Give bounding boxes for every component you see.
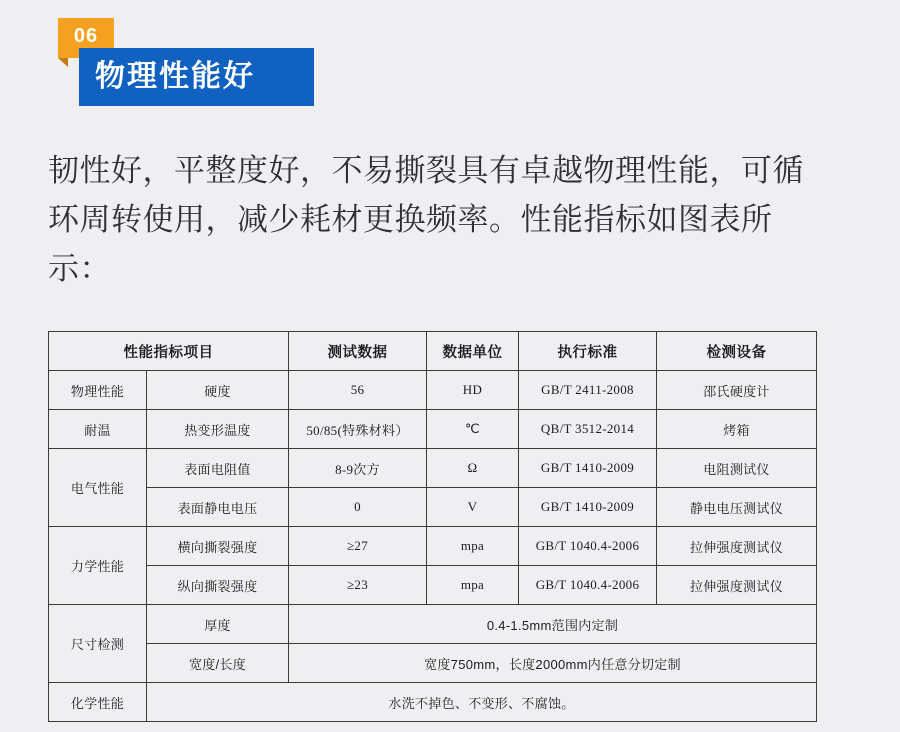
table-row (49, 566, 817, 605)
row-device: 烤箱 (657, 410, 817, 449)
row-device: 拉伸强度测试仪 (657, 566, 817, 605)
row-value: 0.4-1.5mm范围内定制 (289, 605, 817, 644)
row-category: 尺寸检测 (49, 605, 147, 683)
table-header-row-group (49, 332, 817, 371)
row-device: 静电电压测试仪 (657, 488, 817, 527)
row-unit: ℃ (427, 410, 519, 449)
spec-table-container (48, 331, 816, 722)
row-item: 表面静电电压 (147, 488, 289, 527)
row-standard: GB/T 1040.4-2006 (519, 527, 657, 566)
row-value: 宽度750mm，长度2000mm内任意分切定制 (289, 644, 817, 683)
row-data: ≥23 (289, 566, 427, 605)
table-row (49, 488, 817, 527)
row-standard: GB/T 1040.4-2006 (519, 566, 657, 605)
row-data: 50/85(特殊材料） (289, 410, 427, 449)
row-standard: GB/T 1410-2009 (519, 488, 657, 527)
row-standard: GB/T 2411-2008 (519, 371, 657, 410)
row-unit: Ω (427, 449, 519, 488)
row-unit: HD (427, 371, 519, 410)
table-header-row (49, 332, 817, 371)
row-unit: mpa (427, 566, 519, 605)
section-title: 物理性能好 (79, 48, 314, 106)
table-row (49, 683, 817, 722)
row-device: 邵氏硬度计 (657, 371, 817, 410)
spec-table (48, 331, 817, 722)
col-header-standard: 执行标准 (519, 332, 657, 371)
row-item: 宽度/长度 (147, 644, 289, 683)
col-header-device: 检测设备 (657, 332, 817, 371)
table-row (49, 527, 817, 566)
row-device: 拉伸强度测试仪 (657, 527, 817, 566)
table-row (49, 644, 817, 683)
row-item: 厚度 (147, 605, 289, 644)
content-container (48, 0, 852, 722)
row-category: 耐温 (49, 410, 147, 449)
col-header-data: 测试数据 (289, 332, 427, 371)
row-category: 电气性能 (49, 449, 147, 527)
row-category: 物理性能 (49, 371, 147, 410)
row-data: 56 (289, 371, 427, 410)
row-unit: V (427, 488, 519, 527)
row-category: 化学性能 (49, 683, 147, 722)
row-item: 表面电阻值 (147, 449, 289, 488)
col-header-item: 性能指标项目 (49, 332, 289, 371)
row-standard: QB/T 3512-2014 (519, 410, 657, 449)
table-row (49, 449, 817, 488)
row-item: 横向撕裂强度 (147, 527, 289, 566)
table-row (49, 371, 817, 410)
row-standard: GB/T 1410-2009 (519, 449, 657, 488)
row-unit: mpa (427, 527, 519, 566)
table-row (49, 605, 817, 644)
row-item: 硬度 (147, 371, 289, 410)
col-header-unit: 数据单位 (427, 332, 519, 371)
row-category: 力学性能 (49, 527, 147, 605)
row-data: 0 (289, 488, 427, 527)
row-item: 热变形温度 (147, 410, 289, 449)
row-item: 纵向撕裂强度 (147, 566, 289, 605)
section-number-badge: 06 (58, 18, 114, 58)
table-row (49, 410, 817, 449)
row-value: 水洗不掉色、不变形、不腐蚀。 (147, 683, 817, 722)
lead-paragraph: 韧性好，平整度好，不易撕裂具有卓越物理性能，可循环周转使用，减少耗材更换频率。性能指标如图表所示： (48, 153, 804, 286)
row-data: ≥27 (289, 527, 427, 566)
row-device: 电阻测试仪 (657, 449, 817, 488)
table-body (49, 371, 817, 722)
row-data: 8-9次方 (289, 449, 427, 488)
section-header (48, 10, 852, 106)
